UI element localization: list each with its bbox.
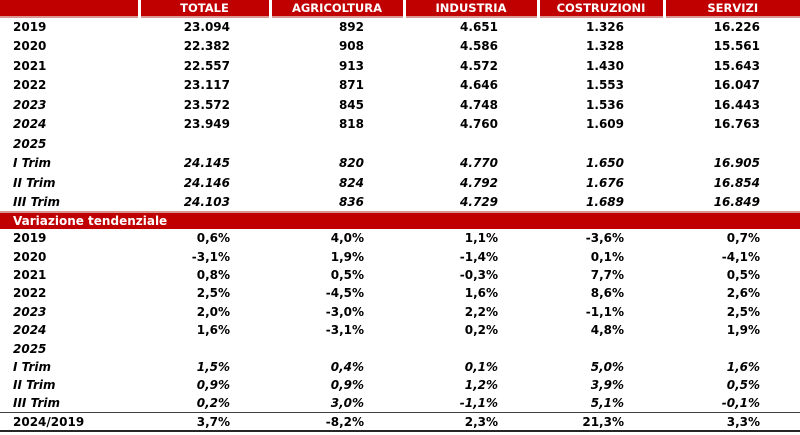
table-header <box>0 0 800 17</box>
value-cell: -4,5% <box>325 286 364 301</box>
value-cell: 24.103 <box>183 194 230 209</box>
value-cell: 16.849 <box>713 194 760 209</box>
table-row <box>0 247 800 265</box>
value-cell: 845 <box>338 97 364 112</box>
value-cell: 1,1% <box>464 231 498 246</box>
value-cell: 0,8% <box>196 267 230 282</box>
row-label: I Trim <box>13 359 52 374</box>
value-cell: -8,2% <box>270 413 404 431</box>
row-label: 2023 <box>13 97 47 112</box>
value-cell: 4.651 <box>460 20 498 35</box>
row-label: 2020 <box>13 39 47 54</box>
value-cell: -0,3% <box>459 267 498 282</box>
table-row <box>0 95 800 115</box>
value-cell: 24.146 <box>183 175 230 190</box>
value-cell: 4,0% <box>330 231 364 246</box>
value-cell: 0,5% <box>726 267 760 282</box>
value-cell: 0,1% <box>590 249 624 264</box>
table-row <box>0 284 800 302</box>
value-cell: 23.094 <box>183 20 230 35</box>
value-cell: 0,2% <box>196 396 230 411</box>
value-cell: 1,6% <box>464 286 498 301</box>
row-label: 2025 <box>13 341 47 356</box>
value-cell: 4.729 <box>460 194 498 209</box>
value-cell <box>664 134 800 154</box>
value-cell: 4.646 <box>460 78 498 93</box>
value-cell: 1,9% <box>726 323 760 338</box>
variation-section <box>0 229 800 431</box>
row-label: I Trim <box>13 156 52 171</box>
value-cell: 16.854 <box>713 175 760 190</box>
row-label: II Trim <box>13 175 56 190</box>
value-cell: -1,1% <box>585 304 624 319</box>
value-cell: 15.561 <box>713 39 760 54</box>
row-label: 2022 <box>13 286 47 301</box>
value-cell: 2,0% <box>196 304 230 319</box>
value-cell: 0,2% <box>464 323 498 338</box>
row-label: 2019 <box>13 231 47 246</box>
value-cell: 0,7% <box>726 231 760 246</box>
value-cell <box>404 134 538 154</box>
value-cell: 4,8% <box>590 323 624 338</box>
table-row <box>0 154 800 174</box>
row-label: 2024 <box>13 117 47 132</box>
value-cell: 1.609 <box>586 117 624 132</box>
header-row <box>0 0 800 17</box>
value-cell: 21,3% <box>538 413 664 431</box>
value-cell: 1.326 <box>586 20 624 35</box>
value-cell: 24.145 <box>183 156 230 171</box>
value-cell <box>664 339 800 357</box>
value-cell: 4.572 <box>460 58 498 73</box>
section-title: Variazione tendenziale <box>0 212 800 229</box>
table-row <box>0 56 800 76</box>
value-cell: 0,5% <box>726 378 760 393</box>
value-cell: 4.792 <box>460 175 498 190</box>
value-cell <box>404 339 538 357</box>
section-title-row <box>0 212 800 229</box>
value-cell: -3,0% <box>325 304 364 319</box>
value-cell: 0,4% <box>330 359 364 374</box>
table-row <box>0 376 800 394</box>
value-cell: 1,5% <box>196 359 230 374</box>
table-row <box>0 134 800 154</box>
row-label: 2021 <box>13 58 47 73</box>
value-cell: 4.770 <box>460 156 498 171</box>
value-cell: 4.760 <box>460 117 498 132</box>
header-industria: INDUSTRIA <box>404 0 538 17</box>
header-agricoltura: AGRICOLTURA <box>270 0 404 17</box>
value-cell <box>538 339 664 357</box>
value-cell: 0,5% <box>330 267 364 282</box>
value-cell: 1.553 <box>586 78 624 93</box>
table-row <box>0 115 800 135</box>
table-row <box>0 413 800 431</box>
table-row <box>0 395 800 413</box>
value-cell: 913 <box>338 58 364 73</box>
table-row <box>0 321 800 339</box>
value-cell: 1.430 <box>586 58 624 73</box>
header-corner-cell <box>0 0 139 17</box>
value-cell: 1.676 <box>586 175 624 190</box>
value-cell: 908 <box>338 39 364 54</box>
header-totale: TOTALE <box>139 0 270 17</box>
value-cell: -3,1% <box>325 323 364 338</box>
value-cell: 1.650 <box>586 156 624 171</box>
row-label: 2024 <box>13 323 47 338</box>
value-cell: 3,0% <box>330 396 364 411</box>
table-row <box>0 193 800 213</box>
value-cell: 15.643 <box>713 58 760 73</box>
value-cell: 16.905 <box>713 156 760 171</box>
value-cell: 23.572 <box>183 97 230 112</box>
row-label: 2025 <box>13 136 47 151</box>
value-cell <box>139 339 270 357</box>
table-row <box>0 339 800 357</box>
value-cell <box>270 134 404 154</box>
value-cell: -0,1% <box>721 396 760 411</box>
row-label: II Trim <box>13 378 56 393</box>
value-cell: 2,5% <box>196 286 230 301</box>
value-cell: 824 <box>338 175 364 190</box>
value-cell: 2,2% <box>464 304 498 319</box>
row-label: 2022 <box>13 78 47 93</box>
row-label: 2023 <box>13 304 47 319</box>
table-row <box>0 76 800 96</box>
value-cell <box>270 339 404 357</box>
row-label: III Trim <box>13 396 60 411</box>
levels-section <box>0 17 800 212</box>
value-cell: 23.117 <box>183 78 230 93</box>
row-label: 2024/2019 <box>0 413 139 431</box>
value-cell: 1,6% <box>726 359 760 374</box>
value-cell: -3,6% <box>585 231 624 246</box>
value-cell: 836 <box>338 194 364 209</box>
value-cell: -1,1% <box>459 396 498 411</box>
value-cell: 2,5% <box>726 304 760 319</box>
row-label: 2020 <box>13 249 47 264</box>
table-row <box>0 266 800 284</box>
value-cell: 0,9% <box>330 378 364 393</box>
value-cell <box>538 134 664 154</box>
value-cell: 818 <box>338 117 364 132</box>
header-servizi: SERVIZI <box>664 0 800 17</box>
value-cell: 3,3% <box>664 413 800 431</box>
value-cell: -3,1% <box>191 249 230 264</box>
table-row <box>0 358 800 376</box>
header-costruzioni: COSTRUZIONI <box>538 0 664 17</box>
value-cell: 820 <box>338 156 364 171</box>
value-cell: 23.949 <box>183 117 230 132</box>
value-cell: 16.763 <box>713 117 760 132</box>
value-cell: 16.226 <box>713 20 760 35</box>
value-cell: 1.328 <box>586 39 624 54</box>
value-cell: 871 <box>338 78 364 93</box>
value-cell: 892 <box>338 20 364 35</box>
value-cell: 22.382 <box>183 39 230 54</box>
row-label: III Trim <box>13 194 60 209</box>
value-cell: -4,1% <box>721 249 760 264</box>
row-label: 2019 <box>13 20 47 35</box>
value-cell: 0,1% <box>464 359 498 374</box>
table-row <box>0 229 800 247</box>
table-row <box>0 303 800 321</box>
value-cell: 7,7% <box>590 267 624 282</box>
table-row <box>0 17 800 37</box>
value-cell: 4.748 <box>460 97 498 112</box>
table-row <box>0 37 800 57</box>
row-label: 2021 <box>13 267 47 282</box>
value-cell: 1.536 <box>586 97 624 112</box>
value-cell: 4.586 <box>460 39 498 54</box>
value-cell: 2,3% <box>404 413 538 431</box>
value-cell: 8,6% <box>590 286 624 301</box>
value-cell: 1.689 <box>586 194 624 209</box>
value-cell: 2,6% <box>726 286 760 301</box>
value-cell: 0,9% <box>196 378 230 393</box>
value-cell: 16.443 <box>713 97 760 112</box>
variation-section-header <box>0 212 800 229</box>
value-cell: -1,4% <box>459 249 498 264</box>
table-row <box>0 173 800 193</box>
value-cell: 5,0% <box>590 359 624 374</box>
value-cell: 16.047 <box>713 78 760 93</box>
value-cell: 1,9% <box>330 249 364 264</box>
value-cell <box>139 134 270 154</box>
value-cell: 22.557 <box>183 58 230 73</box>
value-cell: 5,1% <box>590 396 624 411</box>
value-cell: 3,7% <box>139 413 270 431</box>
value-cell: 3,9% <box>590 378 624 393</box>
value-cell: 1,2% <box>464 378 498 393</box>
value-cell: 0,6% <box>196 231 230 246</box>
value-cell: 1,6% <box>196 323 230 338</box>
